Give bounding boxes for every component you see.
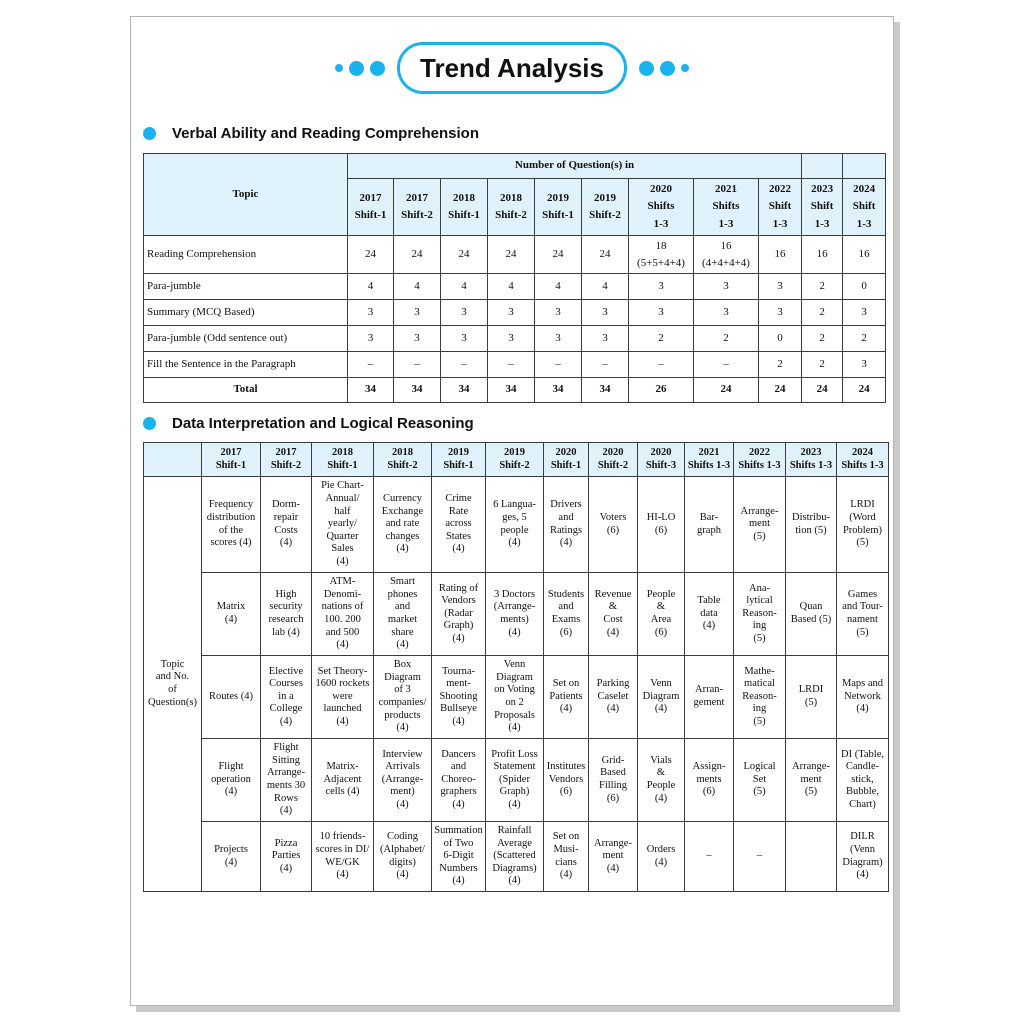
topic-cell: Rainfall Average (Scattered Diagrams) (4) [486,822,544,892]
topic-cell [786,822,837,892]
value-cell: 2 [629,326,694,352]
right-dots-decoration [639,61,689,76]
topic-cell: People & Area (6) [638,573,685,656]
topic-cell: Reading Comprehension [144,236,348,274]
topic-cell: Fill the Sentence in the Paragraph [144,352,348,378]
value-cell: 4 [582,274,629,300]
topic-cell: Set on Musi- cians (4) [544,822,589,892]
value-cell: 2 [802,352,843,378]
value-cell: 3 [759,274,802,300]
column-header: 2017 Shift-2 [261,443,312,477]
value-cell: – [694,352,759,378]
value-cell: 3 [441,300,488,326]
column-header: 2018 Shift-2 [488,179,535,236]
topic-cell: LRDI (5) [786,656,837,739]
topic-cell: Matrix- Adjacent cells (4) [312,739,374,822]
topic-cell: – [685,822,734,892]
column-header: 2024 Shift 1-3 [843,179,886,236]
bullet-icon [143,417,156,430]
topic-cell: HI-LO (6) [638,477,685,573]
row-label: Topic and No. of Question(s) [144,477,202,892]
value-cell: 4 [348,274,394,300]
topic-cell: Box Diagram of 3 companies/ products (4) [374,656,432,739]
topic-cell: Routes (4) [202,656,261,739]
table-row [144,656,889,739]
topic-cell: Assign- ments (6) [685,739,734,822]
topic-cell: Summary (MCQ Based) [144,300,348,326]
value-cell: 4 [441,274,488,300]
column-header: 2020 Shifts 1-3 [629,179,694,236]
value-cell: 2 [759,352,802,378]
column-header: 2022 Shifts 1-3 [734,443,786,477]
total-value: 26 [629,378,694,403]
total-row [144,378,886,403]
dilr-table [143,442,889,892]
section-title: Data Interpretation and Logical Reasoning [172,415,474,432]
topic-cell: Table data (4) [685,573,734,656]
topic-cell: Bar- graph [685,477,734,573]
topic-cell: Logical Set (5) [734,739,786,822]
table-row [144,274,886,300]
topic-cell: Set on Patients (4) [544,656,589,739]
column-header: 2018 Shift-1 [312,443,374,477]
topic-cell: Venn Diagram on Voting on 2 Proposals (4) [486,656,544,739]
value-cell: 16 [759,236,802,274]
topic-cell: Elective Courses in a College (4) [261,656,312,739]
value-cell: – [394,352,441,378]
page-title: Trend Analysis [397,42,627,94]
column-header: 2021 Shifts 1-3 [694,179,759,236]
topic-cell: Arrange- ment (5) [734,477,786,573]
value-cell: 24 [441,236,488,274]
total-value: 24 [759,378,802,403]
topic-cell: Maps and Network (4) [837,656,889,739]
topic-cell: Institutes Vendors (6) [544,739,589,822]
table-row [144,236,886,274]
table-row [144,822,889,892]
column-header: 2017 Shift-1 [202,443,261,477]
value-cell: 3 [394,326,441,352]
total-value: 34 [582,378,629,403]
value-cell: 3 [582,300,629,326]
topic-cell: Flight operation (4) [202,739,261,822]
value-cell: 16 [843,236,886,274]
column-header: 2020 Shift-3 [638,443,685,477]
value-cell: 4 [535,274,582,300]
column-header: 2019 Shift-2 [486,443,544,477]
topic-cell: Venn Diagram (4) [638,656,685,739]
topic-cell: Flight Sitting Arrange- ments 30 Rows (4) [261,739,312,822]
topic-cell: Arran- gement [685,656,734,739]
value-cell: – [582,352,629,378]
topic-cell: High security research lab (4) [261,573,312,656]
group-header: Number of Question(s) in [348,154,802,179]
value-cell: 3 [535,300,582,326]
topic-cell: Ana- lytical Reason- ing (5) [734,573,786,656]
topic-cell: Grid- Based Filling (6) [589,739,638,822]
value-cell: 2 [802,326,843,352]
topic-cell: Arrange- ment (5) [786,739,837,822]
column-header: 2018 Shift-2 [374,443,432,477]
value-cell: 3 [694,274,759,300]
topic-cell: Dorm- repair Costs (4) [261,477,312,573]
value-cell: 3 [488,326,535,352]
table-row [144,477,889,573]
value-cell: 3 [843,300,886,326]
topic-cell: ATM- Denomi- nations of 100. 200 and 500 (4) [312,573,374,656]
topic-cell: Rating of Vendors (Radar Graph) (4) [432,573,486,656]
topic-cell: Coding (Alphabet/ digits) (4) [374,822,432,892]
value-cell: 2 [843,326,886,352]
topic-cell: Projects (4) [202,822,261,892]
table-row [144,300,886,326]
topic-cell: Parking Caselet (4) [589,656,638,739]
table-row [144,352,886,378]
topic-cell: Vials & People (4) [638,739,685,822]
topic-cell: Tourna- ment- Shooting Bullseye (4) [432,656,486,739]
topic-cell: Crime Rate across States (4) [432,477,486,573]
varc-table [143,153,886,403]
topic-cell: Pizza Parties (4) [261,822,312,892]
column-header: 2017 Shift-2 [394,179,441,236]
column-header: 2019 Shift-1 [535,179,582,236]
topic-cell: Voters (6) [589,477,638,573]
value-cell: – [535,352,582,378]
topic-cell: Set Theory- 1600 rockets were launched (4) [312,656,374,739]
value-cell: 24 [582,236,629,274]
topic-cell: Frequency distribution of the scores (4) [202,477,261,573]
topic-header: Topic [144,154,348,236]
table-row [144,739,889,822]
title-banner [131,39,893,97]
value-cell: 24 [348,236,394,274]
value-cell: 4 [394,274,441,300]
topic-cell: DI (Table, Candle- stick, Bubble, Chart) [837,739,889,822]
section-heading-varc [143,125,479,142]
value-cell: – [348,352,394,378]
topic-cell: Distribu- tion (5) [786,477,837,573]
value-cell: – [488,352,535,378]
topic-cell: Revenue & Cost (4) [589,573,638,656]
topic-cell: DILR (Venn Diagram) (4) [837,822,889,892]
topic-cell: Currency Exchange and rate changes (4) [374,477,432,573]
topic-cell: Quan Based (5) [786,573,837,656]
topic-cell: Interview Arrivals (Arrange- ment) (4) [374,739,432,822]
total-value: 34 [488,378,535,403]
value-cell: 24 [535,236,582,274]
value-cell: 2 [694,326,759,352]
topic-cell: Orders (4) [638,822,685,892]
value-cell: 3 [348,326,394,352]
total-label: Total [144,378,348,403]
topic-cell: Games and Tour- nament (5) [837,573,889,656]
topic-cell: Summation of Two 6-Digit Numbers (4) [432,822,486,892]
column-header: 2024 Shifts 1-3 [837,443,889,477]
value-cell: – [441,352,488,378]
topic-cell: Smart phones and market share (4) [374,573,432,656]
value-cell: 3 [582,326,629,352]
corner-header [144,443,202,477]
topic-cell: Mathe- matical Reason- ing (5) [734,656,786,739]
topic-cell: Matrix (4) [202,573,261,656]
table-row [144,326,886,352]
total-value: 34 [348,378,394,403]
value-cell: 16 (4+4+4+4) [694,236,759,274]
section-heading-dilr [143,415,474,432]
column-header: 2020 Shift-2 [589,443,638,477]
value-cell: 3 [629,300,694,326]
topic-cell: 3 Doctors (Arrange- ments) (4) [486,573,544,656]
value-cell: 16 [802,236,843,274]
value-cell: 3 [441,326,488,352]
value-cell: 4 [488,274,535,300]
value-cell: 3 [759,300,802,326]
left-dots-decoration [335,61,385,76]
topic-cell: Arrange- ment (4) [589,822,638,892]
total-value: 34 [441,378,488,403]
column-header: 2019 Shift-1 [432,443,486,477]
document-page [130,16,894,1006]
value-cell: 24 [394,236,441,274]
table-row [144,573,889,656]
value-cell: 3 [843,352,886,378]
topic-cell: Pie Chart- Annual/ half yearly/ Quarter Sales (4) [312,477,374,573]
value-cell: 0 [843,274,886,300]
column-header: 2018 Shift-1 [441,179,488,236]
total-value: 24 [802,378,843,403]
value-cell: 3 [394,300,441,326]
value-cell: 2 [802,274,843,300]
value-cell: 0 [759,326,802,352]
value-cell: 18 (5+5+4+4) [629,236,694,274]
section-title: Verbal Ability and Reading Comprehension [172,125,479,142]
topic-cell: Profit Loss Statement (Spider Graph) (4) [486,739,544,822]
value-cell: 3 [535,326,582,352]
topic-cell: 10 friends- scores in DI/ WE/GK (4) [312,822,374,892]
value-cell: 3 [488,300,535,326]
column-header: 2020 Shift-1 [544,443,589,477]
topic-cell: – [734,822,786,892]
total-value: 34 [535,378,582,403]
topic-cell: Dancers and Choreo- graphers (4) [432,739,486,822]
column-header: 2017 Shift-1 [348,179,394,236]
topic-cell: Drivers and Ratings (4) [544,477,589,573]
topic-cell: Para-jumble [144,274,348,300]
topic-cell: 6 Langua- ges, 5 people (4) [486,477,544,573]
value-cell: 24 [488,236,535,274]
column-header: 2022 Shift 1-3 [759,179,802,236]
topic-cell: Students and Exams (6) [544,573,589,656]
value-cell: 3 [629,274,694,300]
column-header: 2023 Shift 1-3 [802,179,843,236]
column-header: 2021 Shifts 1-3 [685,443,734,477]
value-cell: 2 [802,300,843,326]
column-header: 2019 Shift-2 [582,179,629,236]
value-cell: 3 [348,300,394,326]
bullet-icon [143,127,156,140]
total-value: 24 [694,378,759,403]
value-cell: – [629,352,694,378]
topic-cell: Para-jumble (Odd sentence out) [144,326,348,352]
value-cell: 3 [694,300,759,326]
column-header: 2023 Shifts 1-3 [786,443,837,477]
total-value: 34 [394,378,441,403]
total-value: 24 [843,378,886,403]
topic-cell: LRDI (Word Problem) (5) [837,477,889,573]
